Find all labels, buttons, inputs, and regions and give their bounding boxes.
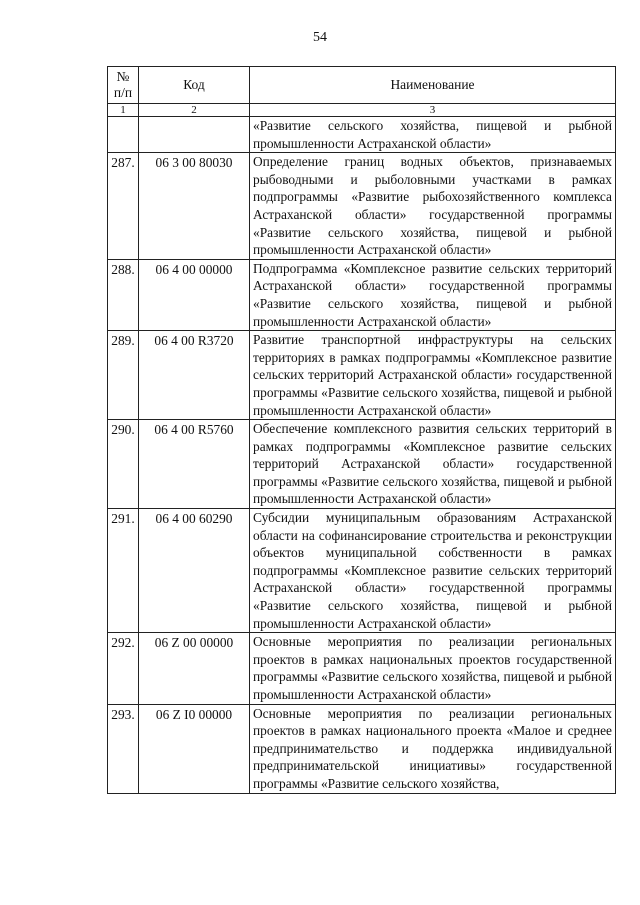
row-name: Основные мероприятия по реализации региональных проектов в рамках национального проекта «Малое и среднее предпринимательство и поддержка индивидуальной предпринимательской инициативы» государственной программы «Развитие сельского хозяйства, (250, 704, 616, 793)
row-name: Основные мероприятия по реализации региональных проектов в рамках национальных проектов государственной программы «Развитие сельского хозяйства, пищевой и рыбной промышленности Астраханской области» (250, 633, 616, 704)
classification-table (107, 66, 616, 794)
row-number: 289. (108, 331, 139, 420)
row-name: Субсидии муниципальным образованиям Астраханской области на софинансирование строительства и реконструкции объектов муниципальной собственности в рамках подпрограммы «Комплексное развитие сельских территорий Астраханской области» государственной программы «Развитие сельского хозяйства, пищевой и рыбной промышленности Астраханской области» (250, 509, 616, 633)
row-code: 06 Z I0 00000 (139, 704, 250, 793)
table-row (108, 633, 616, 704)
table-row (108, 153, 616, 260)
row-name: Развитие транспортной инфраструктуры на сельских территориях в рамках подпрограммы «Комплексное развитие сельских территорий Астраханской области» государственной программы «Развитие сельского хозяйства, пищевой и рыбной промышленности Астраханской области» (250, 331, 616, 420)
table-row (108, 420, 616, 509)
header-name: Наименование (250, 67, 616, 104)
table-row (108, 509, 616, 633)
row-number: 293. (108, 704, 139, 793)
row-number: 291. (108, 509, 139, 633)
table-header-row (108, 67, 616, 104)
row-name: Обеспечение комплексного развития сельских территорий в рамках подпрограммы «Комплексное развитие сельских территорий Астраханской области» государственной программы «Развитие сельского хозяйства, пищевой и рыбной промышленности Астраханской области» (250, 420, 616, 509)
row-code: 06 4 00 60290 (139, 509, 250, 633)
row-code: 06 4 00 00000 (139, 259, 250, 330)
row-number: 292. (108, 633, 139, 704)
row-number (108, 117, 139, 153)
table-row (108, 704, 616, 793)
page-number: 54 (313, 30, 327, 45)
row-code: 06 4 00 R5760 (139, 420, 250, 509)
header-num: № п/п (108, 67, 139, 104)
row-name: Подпрограмма «Комплексное развитие сельских территорий Астраханской области» государственной программы «Развитие сельского хозяйства, пищевой и рыбной промышленности Астраханской области» (250, 259, 616, 330)
column-number: 3 (250, 104, 616, 117)
row-code: 06 Z 00 00000 (139, 633, 250, 704)
row-number: 290. (108, 420, 139, 509)
row-number: 287. (108, 153, 139, 260)
table-row (108, 259, 616, 330)
header-code: Код (139, 67, 250, 104)
row-name: «Развитие сельского хозяйства, пищевой и рыбной промышленности Астраханской области» (250, 117, 616, 153)
table-row (108, 331, 616, 420)
row-number: 288. (108, 259, 139, 330)
row-code (139, 117, 250, 153)
row-code: 06 4 00 R3720 (139, 331, 250, 420)
table-row (108, 117, 616, 153)
column-number-row (108, 104, 616, 117)
row-code: 06 3 00 80030 (139, 153, 250, 260)
row-name: Определение границ водных объектов, признаваемых рыбоводными и рыболовными участками в рамках подпрограммы «Развитие рыбохозяйственного комплекса Астраханской области» государственной программы «Развитие сельского хозяйства, пищевой и рыбной промышленности Астраханской области» (250, 153, 616, 260)
column-number: 1 (108, 104, 139, 117)
column-number: 2 (139, 104, 250, 117)
